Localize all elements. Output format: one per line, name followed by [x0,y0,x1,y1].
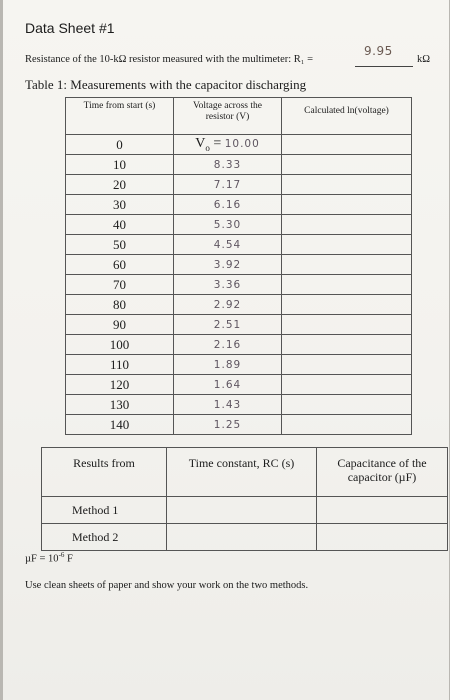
header-voltage [174,98,282,135]
ln-voltage-cell[interactable] [282,155,412,175]
table-row [66,355,412,375]
voltage-cell[interactable]: 5.30 [174,215,282,235]
table-row [66,315,412,335]
resistance-blank-line [355,66,413,67]
voltage-cell[interactable] [174,135,282,155]
time-cell: 120 [66,375,174,395]
voltage-cell[interactable]: 6.16 [174,195,282,215]
method-2-time-constant-cell[interactable] [167,524,317,551]
voltage-cell[interactable]: 7.17 [174,175,282,195]
voltage-cell[interactable]: 3.36 [174,275,282,295]
table-caption: Table 1: Measurements with the capacitor discharging [25,77,307,92]
results-header-method-label: Results from [73,456,135,470]
results-table [41,447,448,551]
ln-voltage-cell[interactable] [282,355,412,375]
table-row [66,195,412,215]
ln-voltage-cell[interactable] [282,195,412,215]
time-cell: 20 [66,175,174,195]
table-row [66,375,412,395]
table-row [66,155,412,175]
table-row [66,395,412,415]
time-cell: 110 [66,355,174,375]
results-header-time-constant-label: Time constant, RC (s) [188,456,295,470]
table-row [66,215,412,235]
time-cell: 30 [66,195,174,215]
results-header-time-constant [167,448,317,497]
ln-voltage-cell[interactable] [282,175,412,195]
table-row [66,235,412,255]
microfarad-suffix: F [64,553,73,565]
header-time-label: Time from start (s) [83,101,156,111]
voltage-cell[interactable]: 4.54 [174,235,282,255]
page-title: Data Sheet #1 [25,20,115,36]
ln-voltage-cell[interactable] [282,215,412,235]
method-1-capacitance-cell[interactable] [317,497,448,524]
voltage-cell[interactable]: 2.16 [174,335,282,355]
v0-subscript: o [205,142,210,153]
microfarad-definition [25,551,73,565]
time-cell: 80 [66,295,174,315]
table-row [66,255,412,275]
header-voltage-label: Voltage across the [193,101,262,111]
header-ln-voltage [282,98,412,135]
time-cell: 100 [66,335,174,355]
table-row [66,415,412,435]
table-row [66,175,412,195]
time-cell: 70 [66,275,174,295]
method-1-time-constant-cell[interactable] [167,497,317,524]
measurement-table [65,97,412,435]
voltage-value: 10.00 [224,138,260,151]
table-row [66,135,412,155]
ln-voltage-cell[interactable] [282,395,412,415]
ln-voltage-cell[interactable] [282,375,412,395]
time-cell: 40 [66,215,174,235]
v0-label [195,136,225,151]
time-cell: 50 [66,235,174,255]
table-row [66,295,412,315]
results-header-method [42,448,167,497]
microfarad-prefix: µF = 10 [25,553,59,565]
v0-symbol: V [195,136,206,152]
time-cell: 140 [66,415,174,435]
voltage-cell[interactable]: 2.92 [174,295,282,315]
ln-voltage-cell[interactable] [282,255,412,275]
resistance-value[interactable]: 9.95 [364,44,393,58]
header-time [66,98,174,135]
table-row [66,275,412,295]
voltage-cell[interactable]: 1.25 [174,415,282,435]
method-1-label: Method 1 [42,497,167,524]
data-sheet [3,0,449,700]
voltage-cell[interactable]: 8.33 [174,155,282,175]
time-cell: 10 [66,155,174,175]
time-cell: 60 [66,255,174,275]
voltage-cell[interactable]: 1.89 [174,355,282,375]
ln-voltage-cell[interactable] [282,335,412,355]
resistance-unit: kΩ [417,54,431,65]
time-cell: 0 [66,135,174,155]
voltage-cell[interactable]: 2.51 [174,315,282,335]
results-header-capacitance-unit: capacitor (µF) [347,470,417,484]
results-header-capacitance-label: Capacitance of the [337,456,427,470]
header-ln-voltage-label: Calculated ln(voltage) [304,106,389,116]
voltage-cell[interactable]: 3.92 [174,255,282,275]
method-2-capacitance-cell[interactable] [317,524,448,551]
method-2-label: Method 2 [42,524,167,551]
header-voltage-unit: resistor (V) [205,112,250,122]
time-cell: 90 [66,315,174,335]
ln-voltage-cell[interactable] [282,275,412,295]
ln-voltage-cell[interactable] [282,315,412,335]
v0-equals: = [209,136,225,152]
ln-voltage-cell[interactable] [282,415,412,435]
ln-voltage-cell[interactable] [282,295,412,315]
resistance-label: Resistance of the 10-kΩ resistor measured with the multimeter: R₁ = [25,54,313,65]
instructions-note: Use clean sheets of paper and show your work on the two methods. [25,580,309,591]
table-row [66,335,412,355]
ln-voltage-cell[interactable] [282,135,412,155]
microfarad-exponent: -6 [58,551,65,559]
time-cell: 130 [66,395,174,415]
results-header-capacitance [317,448,448,497]
voltage-cell[interactable]: 1.43 [174,395,282,415]
voltage-cell[interactable]: 1.64 [174,375,282,395]
ln-voltage-cell[interactable] [282,235,412,255]
